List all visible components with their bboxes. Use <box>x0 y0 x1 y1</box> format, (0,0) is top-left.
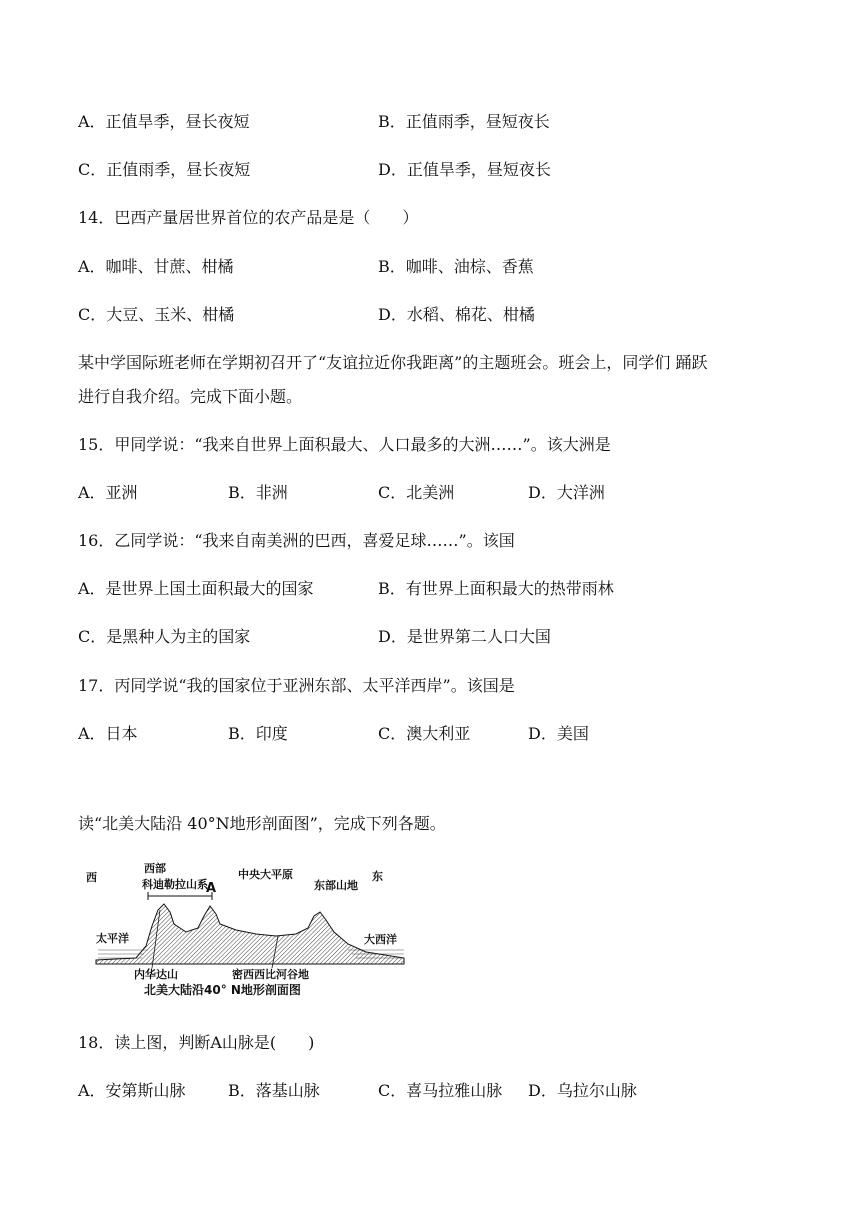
q15-option-d: D．大洋洲 <box>528 483 605 502</box>
q14-option-b: B．咖啡、油棕、香蕉 <box>378 257 534 276</box>
passage-line-1: 某中学国际班老师在学期初召开了“友谊拉近你我距离”的主题班会。班会上，同学们 踊跃 <box>78 353 708 372</box>
q15-option-c: C．北美洲 <box>378 483 455 502</box>
q13-option-b: B．正值雨季，昼短夜长 <box>378 112 550 131</box>
q17-option-b: B．印度 <box>228 724 288 743</box>
q17-option-a: A．日本 <box>78 724 138 743</box>
q15-option-b: B．非洲 <box>228 483 288 502</box>
q18-option-c: C．喜马拉雅山脉 <box>378 1081 503 1100</box>
q14-stem: 14．巴西产量居世界首位的农产品是是（ ） <box>78 208 419 227</box>
label-west-section: 西部 <box>144 862 166 875</box>
q14-option-a: A．咖啡、甘蔗、柑橘 <box>78 257 234 276</box>
label-atlantic: 大西洋 <box>364 933 397 946</box>
q18-stem: 18．读上图，判断A山脉是( ) <box>78 1033 315 1052</box>
q15-stem: 15．甲同学说：“我来自世界上面积最大、人口最多的大洲……”。该大洲是 <box>78 435 611 454</box>
label-west: 西 <box>86 871 97 884</box>
q14-option-c: C．大豆、玉米、柑橘 <box>78 305 235 324</box>
label-eastern-highlands: 东部山地 <box>314 879 358 892</box>
figure-intro: 读“北美大陆沿 40°N地形剖面图”，完成下列各题。 <box>78 814 446 833</box>
q16-stem: 16．乙同学说：“我来自南美洲的巴西，喜爱足球……”。该国 <box>78 531 515 550</box>
q13-option-a: A．正值旱季，昼长夜短 <box>78 112 250 131</box>
label-cordillera: 科迪勒拉山系 <box>142 878 208 891</box>
q18-option-d: D．乌拉尔山脉 <box>528 1081 637 1100</box>
q15-option-a: A．亚洲 <box>78 483 138 502</box>
q16-option-b: B．有世界上面积最大的热带雨林 <box>378 579 614 598</box>
label-point-a: A <box>206 881 217 896</box>
q16-option-d: D．是世界第二人口大国 <box>378 627 551 646</box>
q18-option-b: B．落基山脉 <box>228 1081 320 1100</box>
q17-option-c: C．澳大利亚 <box>378 724 471 743</box>
q17-option-d: D．美国 <box>528 724 589 743</box>
q13-option-c: C．正值雨季，昼长夜短 <box>78 160 251 179</box>
terrain-profile-diagram <box>86 858 416 1000</box>
q16-option-a: A．是世界上国土面积最大的国家 <box>78 579 314 598</box>
label-nevada: 内华达山 <box>134 968 178 981</box>
figure-caption: 北美大陆沿40° N地形剖面图 <box>144 983 301 997</box>
q17-stem: 17．丙同学说“我的国家位于亚洲东部、太平洋西岸”。该国是 <box>78 676 515 695</box>
q16-option-c: C．是黑种人为主的国家 <box>78 627 251 646</box>
label-central-plains: 中央大平原 <box>238 868 293 881</box>
q13-option-d: D．正值旱季，昼短夜长 <box>378 160 551 179</box>
q18-option-a: A．安第斯山脉 <box>78 1081 186 1100</box>
label-mississippi: 密西西比河谷地 <box>232 968 309 981</box>
terrain-landmass <box>96 904 404 964</box>
q14-option-d: D．水稻、棉花、柑橘 <box>378 305 535 324</box>
label-pacific: 太平洋 <box>96 932 129 945</box>
passage-line-2: 进行自我介绍。完成下面小题。 <box>78 387 303 406</box>
label-east: 东 <box>372 870 383 883</box>
